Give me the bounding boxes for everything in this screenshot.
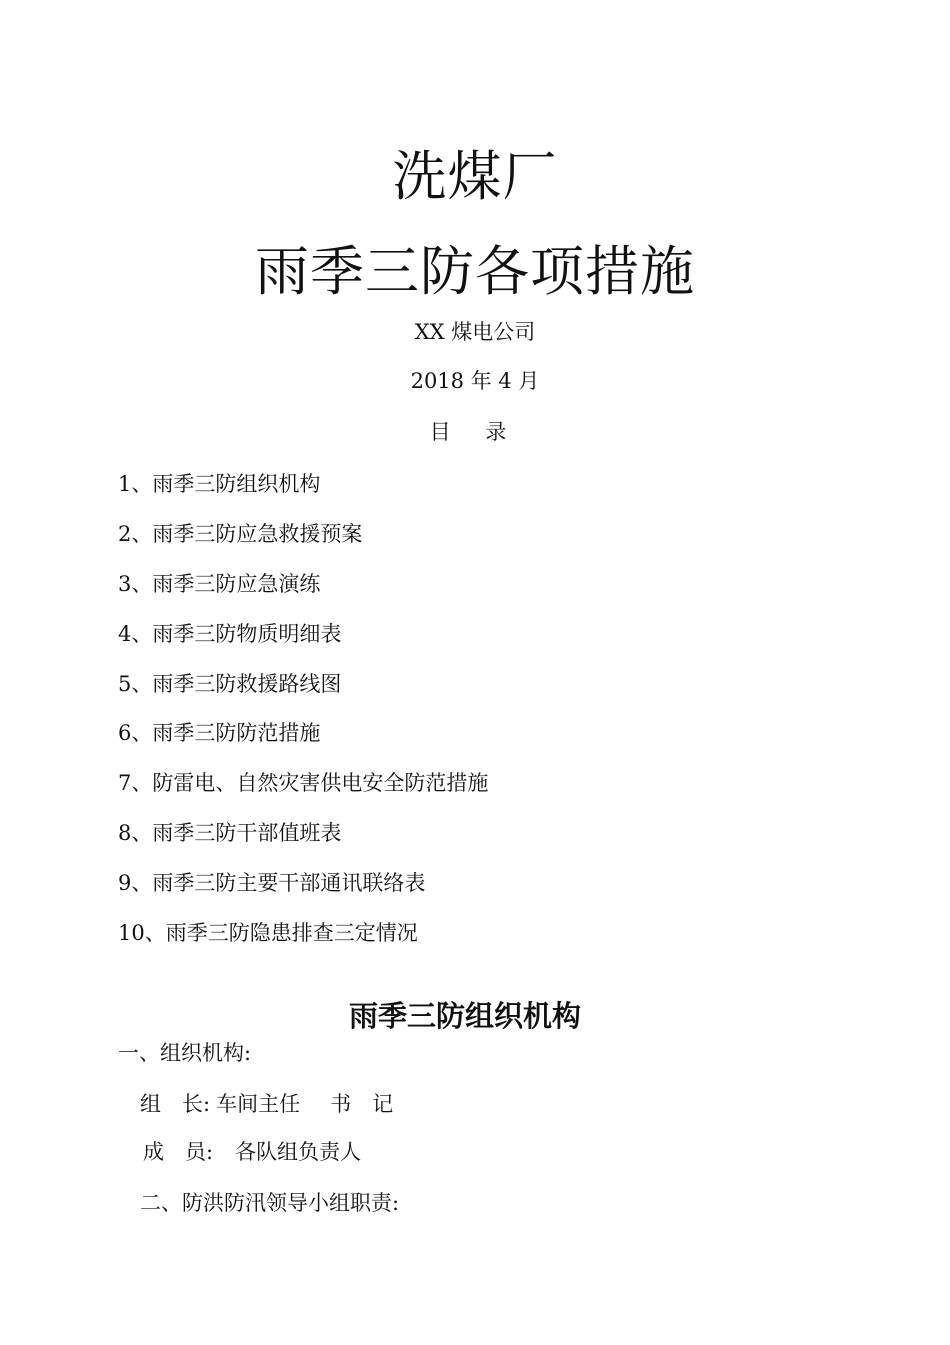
- members-row: [143, 1142, 361, 1163]
- leader-row: [140, 1094, 393, 1115]
- toc-item: 9、雨季三防主要干部通讯联络表: [118, 871, 426, 896]
- document-date: 2018 年 4 月: [410, 369, 540, 393]
- members-label: 成 员:: [143, 1140, 214, 1164]
- toc-item: 4、雨季三防物质明细表: [118, 621, 342, 646]
- toc-item: 10、雨季三防隐患排查三定情况: [118, 921, 418, 946]
- toc-heading: 目 录: [429, 420, 521, 444]
- leader-value: 车间主任: [216, 1092, 301, 1116]
- toc-item: 5、雨季三防救援路线图: [118, 671, 342, 696]
- company-name: XX 煤电公司: [414, 320, 536, 344]
- toc-item: 6、雨季三防防范措施: [118, 721, 321, 746]
- duty-heading: 二、防洪防汛领导小组职责:: [140, 1191, 400, 1215]
- leader-value-secretary: 书 记: [330, 1092, 394, 1116]
- toc-item: 7、防雷电、自然灾害供电安全防范措施: [118, 771, 489, 796]
- section-title: 雨季三防组织机构: [348, 999, 581, 1034]
- toc-item: 8、雨季三防干部值班表: [118, 821, 342, 846]
- toc-item: 1、雨季三防组织机构: [118, 472, 321, 496]
- document-title-line-2: 雨季三防各项措施: [255, 240, 695, 303]
- toc-item: 2、雨季三防应急救援预案: [118, 521, 363, 546]
- org-structure-heading: 一、组织机构:: [118, 1041, 252, 1065]
- document-title-line-1: 洗煤厂: [392, 145, 558, 208]
- members-value: 各队组负责人: [235, 1140, 362, 1164]
- table-of-contents: [118, 471, 488, 970]
- leader-label: 组 长:: [140, 1092, 211, 1116]
- toc-item: 3、雨季三防应急演练: [118, 571, 321, 596]
